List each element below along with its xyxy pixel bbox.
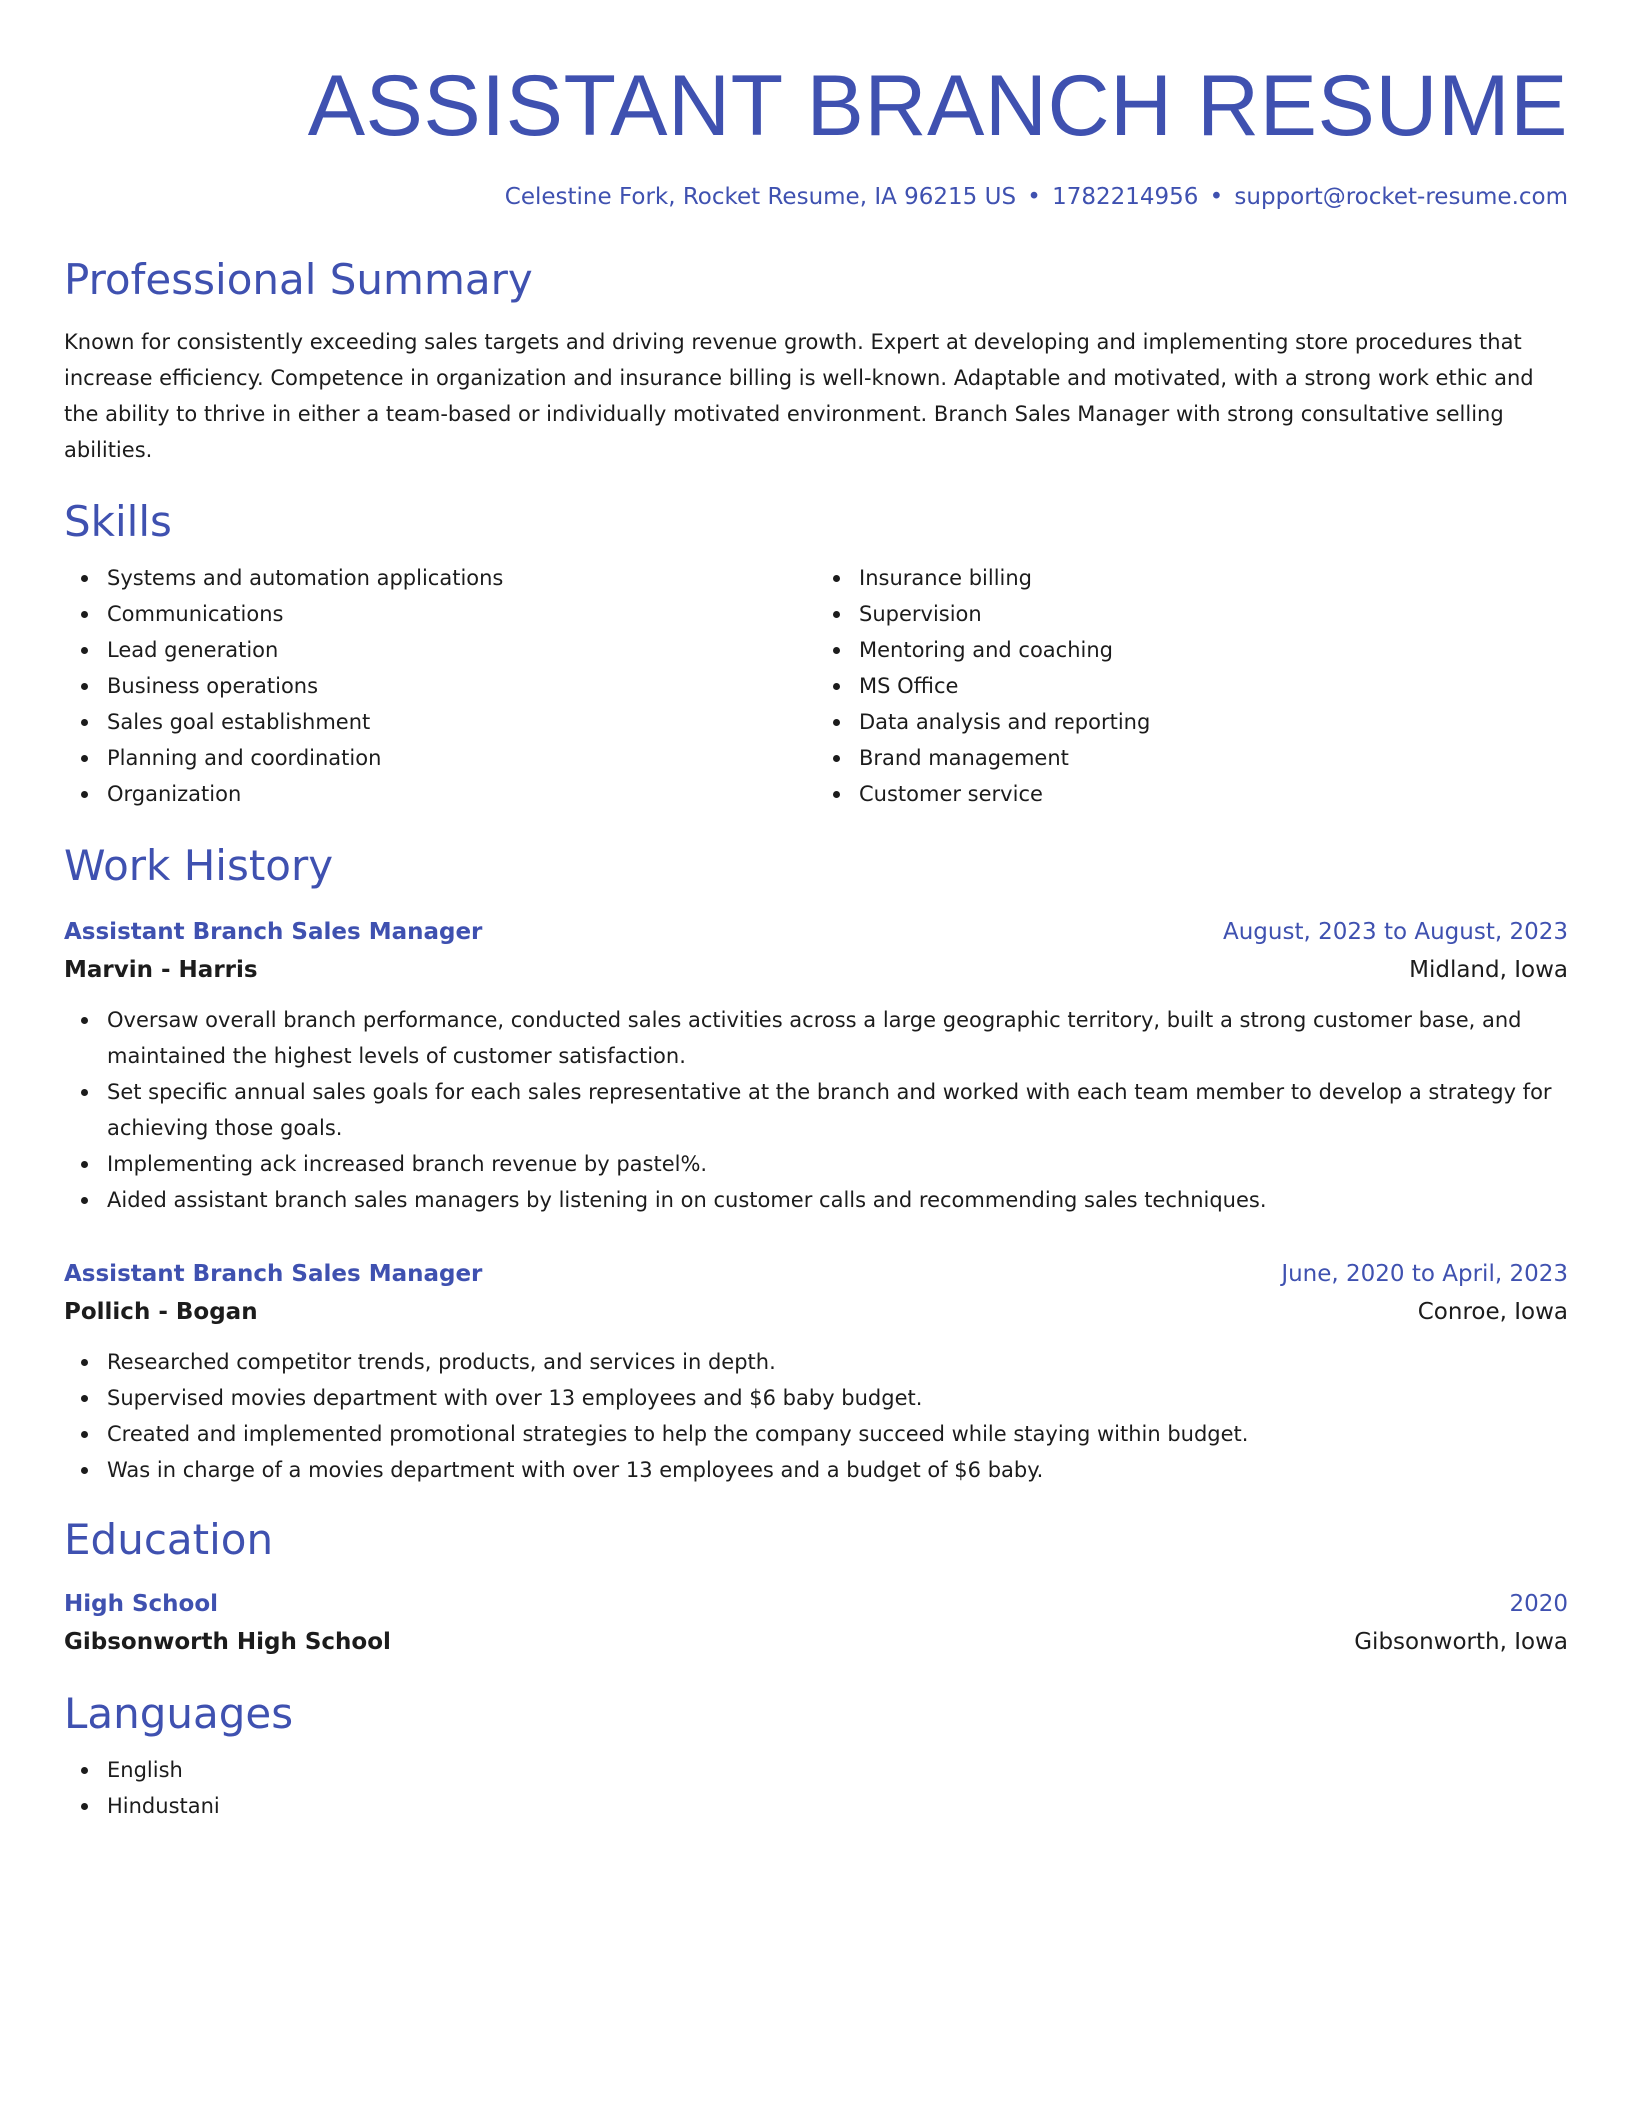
education-header-row bbox=[64, 1586, 1568, 1622]
job-bullet: Supervised movies department with over 13 employees and $6 baby budget. bbox=[64, 1380, 1568, 1416]
contact-separator: • bbox=[1027, 184, 1041, 210]
education-entry bbox=[64, 1586, 1568, 1662]
education-location: Gibsonworth, Iowa bbox=[1354, 1629, 1568, 1655]
education-school-row bbox=[64, 1622, 1568, 1662]
job-dates: August, 2023 to August, 2023 bbox=[1223, 919, 1568, 945]
education-school: Gibsonworth High School bbox=[64, 1629, 391, 1655]
job-role: Assistant Branch Sales Manager bbox=[64, 919, 483, 945]
summary-text: Known for consistently exceeding sales targets and driving revenue growth. Expert at developing and implementing store procedures that increase efficiency. Competence in organization and insurance billing is well-known. Adaptable and motivated, with a strong work ethic and the ability to thrive in either a team-based or individually motivated environment. Branch Sales Manager with strong consultative selling abilities. bbox=[64, 330, 1534, 462]
job-header-row bbox=[64, 914, 1568, 950]
education-degree: High School bbox=[64, 1591, 219, 1617]
job-company: Pollich - Bogan bbox=[64, 1299, 258, 1325]
job-bullet: Aided assistant branch sales managers by listening in on customer calls and recommending sales techniques. bbox=[64, 1182, 1568, 1218]
skill-item: Systems and automation applications bbox=[64, 560, 816, 596]
skill-item: Planning and coordination bbox=[64, 740, 816, 776]
skill-item: Lead generation bbox=[64, 632, 816, 668]
skill-item: Mentoring and coaching bbox=[816, 632, 1568, 668]
resume-title: ASSISTANT BRANCH RESUME bbox=[307, 58, 1568, 154]
skill-item: Supervision bbox=[816, 596, 1568, 632]
language-item: English bbox=[64, 1752, 1568, 1788]
skills-heading: Skills bbox=[64, 497, 172, 546]
contact-separator: • bbox=[1209, 184, 1224, 210]
job-header-row bbox=[64, 1256, 1568, 1292]
job-bullet: Created and implemented promotional strategies to help the company succeed while staying within budget. bbox=[64, 1416, 1568, 1452]
job-entry bbox=[64, 914, 1568, 1218]
resume-header bbox=[64, 56, 1568, 214]
skill-item: Customer service bbox=[816, 776, 1568, 812]
summary-heading: Professional Summary bbox=[64, 255, 533, 304]
job-bullet: Researched competitor trends, products, and services in depth. bbox=[64, 1344, 1568, 1380]
job-dates: June, 2020 to April, 2023 bbox=[1281, 1261, 1568, 1287]
skill-item: MS Office bbox=[816, 668, 1568, 704]
job-bullet: Set specific annual sales goals for each sales representative at the branch and worked with each team member to develop a strategy for achieving those goals. bbox=[64, 1074, 1568, 1146]
education-heading: Education bbox=[64, 1515, 274, 1564]
job-role: Assistant Branch Sales Manager bbox=[64, 1261, 483, 1287]
job-bullets bbox=[64, 1002, 1568, 1218]
contact-line bbox=[64, 180, 1568, 214]
work-history-heading: Work History bbox=[64, 841, 334, 890]
skill-item: Sales goal establishment bbox=[64, 704, 816, 740]
skill-item: Communications bbox=[64, 596, 816, 632]
job-bullets bbox=[64, 1344, 1568, 1488]
job-company-row bbox=[64, 1292, 1568, 1332]
education-year: 2020 bbox=[1509, 1591, 1568, 1617]
job-bullet: Implementing ack increased branch revenue by pastel%. bbox=[64, 1146, 1568, 1182]
language-item: Hindustani bbox=[64, 1788, 1568, 1824]
skills-list-left bbox=[64, 560, 816, 812]
skill-item: Brand management bbox=[816, 740, 1568, 776]
contact-phone: 1782214956 bbox=[1052, 184, 1199, 210]
contact-address: Celestine Fork, Rocket Resume, IA 96215 US bbox=[504, 184, 1017, 210]
languages-heading: Languages bbox=[64, 1689, 294, 1738]
job-company-row bbox=[64, 950, 1568, 990]
contact-email[interactable]: support@rocket-resume.com bbox=[1234, 184, 1568, 210]
skill-item: Data analysis and reporting bbox=[816, 704, 1568, 740]
skills-list-right bbox=[816, 560, 1568, 812]
skills-columns bbox=[64, 560, 1568, 812]
job-location: Midland, Iowa bbox=[1409, 957, 1568, 983]
languages-list bbox=[64, 1752, 1568, 1824]
skill-item: Organization bbox=[64, 776, 816, 812]
job-bullet: Was in charge of a movies department with over 13 employees and a budget of $6 baby. bbox=[64, 1452, 1568, 1488]
job-bullet: Oversaw overall branch performance, conducted sales activities across a large geographic territory, built a strong customer base, and maintained the highest levels of customer satisfaction. bbox=[64, 1002, 1568, 1074]
job-entry bbox=[64, 1256, 1568, 1488]
job-company: Marvin - Harris bbox=[64, 957, 258, 983]
skill-item: Insurance billing bbox=[816, 560, 1568, 596]
skill-item: Business operations bbox=[64, 668, 816, 704]
job-location: Conroe, Iowa bbox=[1417, 1299, 1568, 1325]
